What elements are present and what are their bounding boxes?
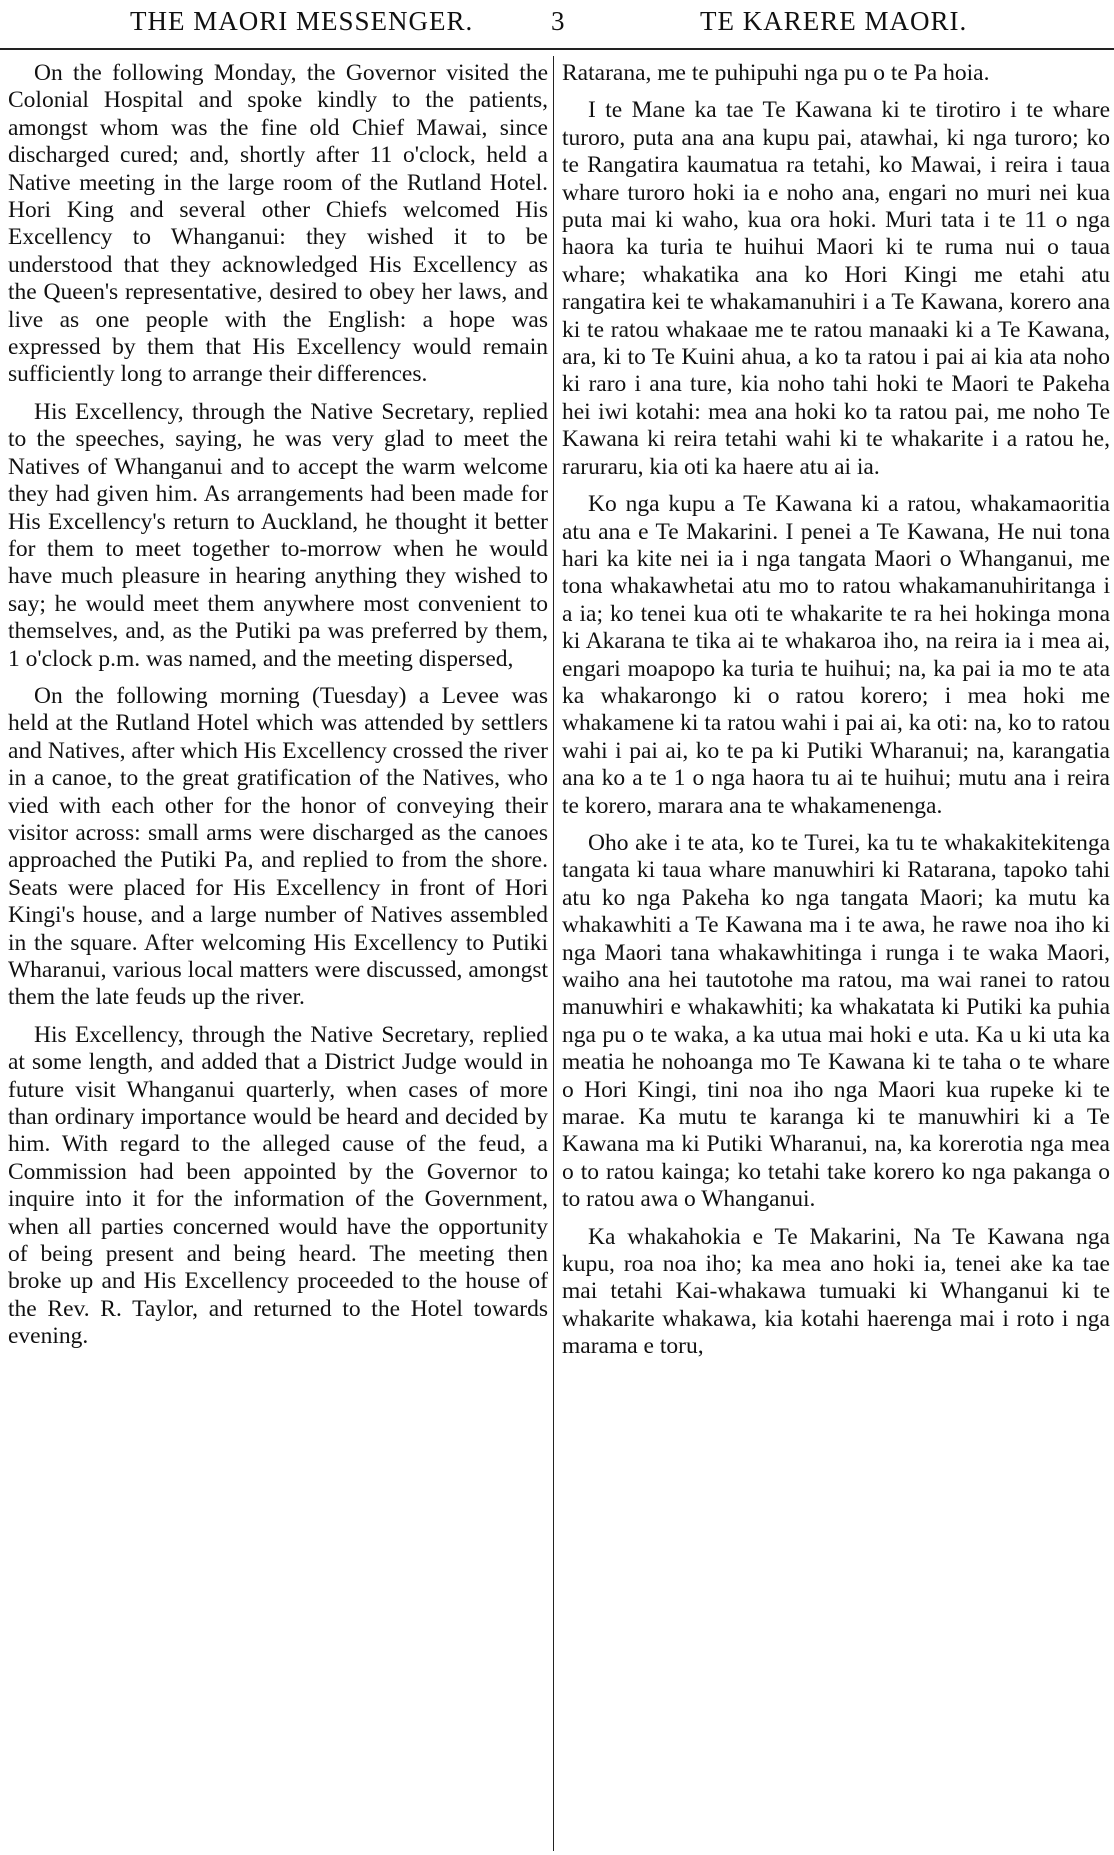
- maori-paragraph-3: Oho ake i te ata, ko te Turei, ka tu te whakakitekitenga tangata ki taua whare manuwhiri ki Ratarana, tapoko tahi atu ko nga Pakeha ko nga tangata Maori; ka mutu ka whakawhiti a Te Kawana ma i te awa, he rawe noa iho ki nga Maori tana whakawhitinga i runga i te waka Maori, waiho ana hei tautotohe ma ratou, ma wai ranei to ratou manuwhiri e whakawhiti; ka whakatata ki Putiki ka puhia nga pu o te waka, a ka utua mai hoki e uta. Ka u ki uta ka meatia he nohoanga mo Te Kawana ki te taha o te whare o Hori Kingi, tini noa iho nga Maori kua rupeke ki te marae. Ka mutu te karanga ki te manuwhiri ki a Te Kawana ma ki Putiki Wharanui, na, ka korerotia nga mea o to ratou kainga; ko tetahi take korero ko nga pakanga o to ratou awa o Whanganui.: [562, 829, 1110, 1213]
- english-column: [8, 60, 548, 1850]
- english-paragraph-2: His Excellency, through the Native Secretary, replied to the speeches, saying, he was very glad to meet the Natives of Whanganui and to accept the warm welcome they had given him. As arrangements had been made for His Excellency's return to Auckland, he thought it better for them to meet together to-morrow when he would have much pleasure in hearing anything they wished to say; he would meet them anywhere most convenient to themselves, and, as the Putiki pa was preferred by them, 1 o'clock p.m. was named, and the meeting dispersed,: [8, 398, 548, 672]
- header-rule: [0, 48, 1114, 50]
- english-paragraph-1: On the following Monday, the Governor visited the Colonial Hospital and spoke kindly to the patients, amongst whom was the fine old Chief Mawai, since discharged cured; and, shortly after 11 o'clock, held a Native meeting in the large room of the Rutland Hotel. Hori King and several other Chiefs welcomed His Excellency to Whanganui: they wished it to be understood that they acknowledged His Excellency as the Queen's representative, desired to obey her laws, and live as one people with the English: a hope was expressed by them that His Excellency would remain sufficiently long to arrange their differences.: [8, 60, 548, 388]
- column-divider: [553, 56, 554, 1851]
- maori-paragraph-4: Ka whakahokia e Te Makarini, Na Te Kawana nga kupu, roa noa iho; ka mea ano hoki ia, tenei ake ka tae mai tetahi Kai-whakawa tumuaki ki Whanganui ki te whakarite whakawa, kia kotahi haerenga mai i roto i nga marama e toru,: [562, 1223, 1110, 1360]
- page-number: 3: [551, 6, 566, 36]
- english-paragraph-3: On the following morning (Tuesday) a Levee was held at the Rutland Hotel which was attended by settlers and Natives, after which His Excellency crossed the river in a canoe, to the great gratification of the Natives, who vied with each other for the honor of conveying their visitor across: small arms were discharged as the canoes approached the Putiki Pa, and replied to from the shore. Seats were placed for His Excellency in front of Hori Kingi's house, and a large number of Natives assembled in the square. After welcoming His Excellency to Putiki Wharanui, various local matters were discussed, amongst them the late feuds up the river.: [8, 682, 548, 1011]
- english-title: THE MAORI MESSENGER.: [130, 6, 474, 36]
- maori-continuation: Ratarana, me te puhipuhi nga pu o te Pa hoia.: [562, 60, 990, 86]
- english-paragraph-4: His Excellency, through the Native Secretary, replied at some length, and added that a District Judge would in future visit Whanganui quarterly, when cases of more than ordinary importance would be heard and decided by him. With regard to the alleged cause of the feud, a Commission had been appointed by the Governor to inquire into it for the information of the Government, when all parties concerned would have the opportunity of being present and being heard. The meeting then broke up and His Excellency proceeded to the house of the Rev. R. Taylor, and returned to the Hotel towards evening.: [8, 1021, 548, 1350]
- masthead: [0, 0, 1114, 46]
- maori-paragraph-2: Ko nga kupu a Te Kawana ki a ratou, whakamaoritia atu ana e Te Makarini. I penei a Te Kawana, He nui tona hari ka kite nei ia i nga tangata Maori o Whanganui, me tona whakawhetai atu mo to ratou whakamanuhiritanga i a ia; ko tenei kua oti te whakarite te ra hei hokinga mona ki Akarana te tika ai te whakaroa iho, na reira ia i mea ai, engari moapopo ka turia te huihui; na, ka pai ia mo te ata ka whakarongo ki o ratou korero; i mea hoki me whakamene ki ta ratou wahi i pai ai, ka oti: na, ko to ratou wahi i pai ai, ko te pa ki Putiki Wharanui; na, karangatia ana ko a te 1 o nga haora tu ai te huihui; mutu ana i reira te korero, marara ana te whakamenenga.: [562, 491, 1110, 819]
- maori-title: TE KARERE MAORI.: [700, 6, 968, 36]
- maori-paragraph-1: I te Mane ka tae Te Kawana ki te tirotiro i te whare turoro, puta ana ana kupu pai, atawhai, ki nga turoro; ko te Rangatira kaumatua ra tetahi, ko Mawai, i reira i taua whare turoro hoki ia e noho ana, engari no muri nei kua puta mai ki waho, kua ora hoki. Muri tata i te 11 o nga haora ka turia te huihui Maori ki te ruma nui o taua whare; whakatika ana ko Hori Kingi me etahi atu rangatira kei te whakamanuhiri i a Te Kawana, korero ana ki te ratou whakaae me te ratou manaaki ki a Te Kawana, ara, ki to Te Kuini ahua, a ko ta ratou i pai ai kia ata noho ki raro i ana ture, kia noho tahi hoki te Maori te Pakeha hei iwi kotahi: mea ana hoki ko ta ratou pai, me noho Te Kawana ki reira tetahi wahi ki te whakarite i a ratou he, raruraru, kia oti ka haere atu ai ia.: [562, 97, 1110, 480]
- maori-column: [562, 60, 1110, 1850]
